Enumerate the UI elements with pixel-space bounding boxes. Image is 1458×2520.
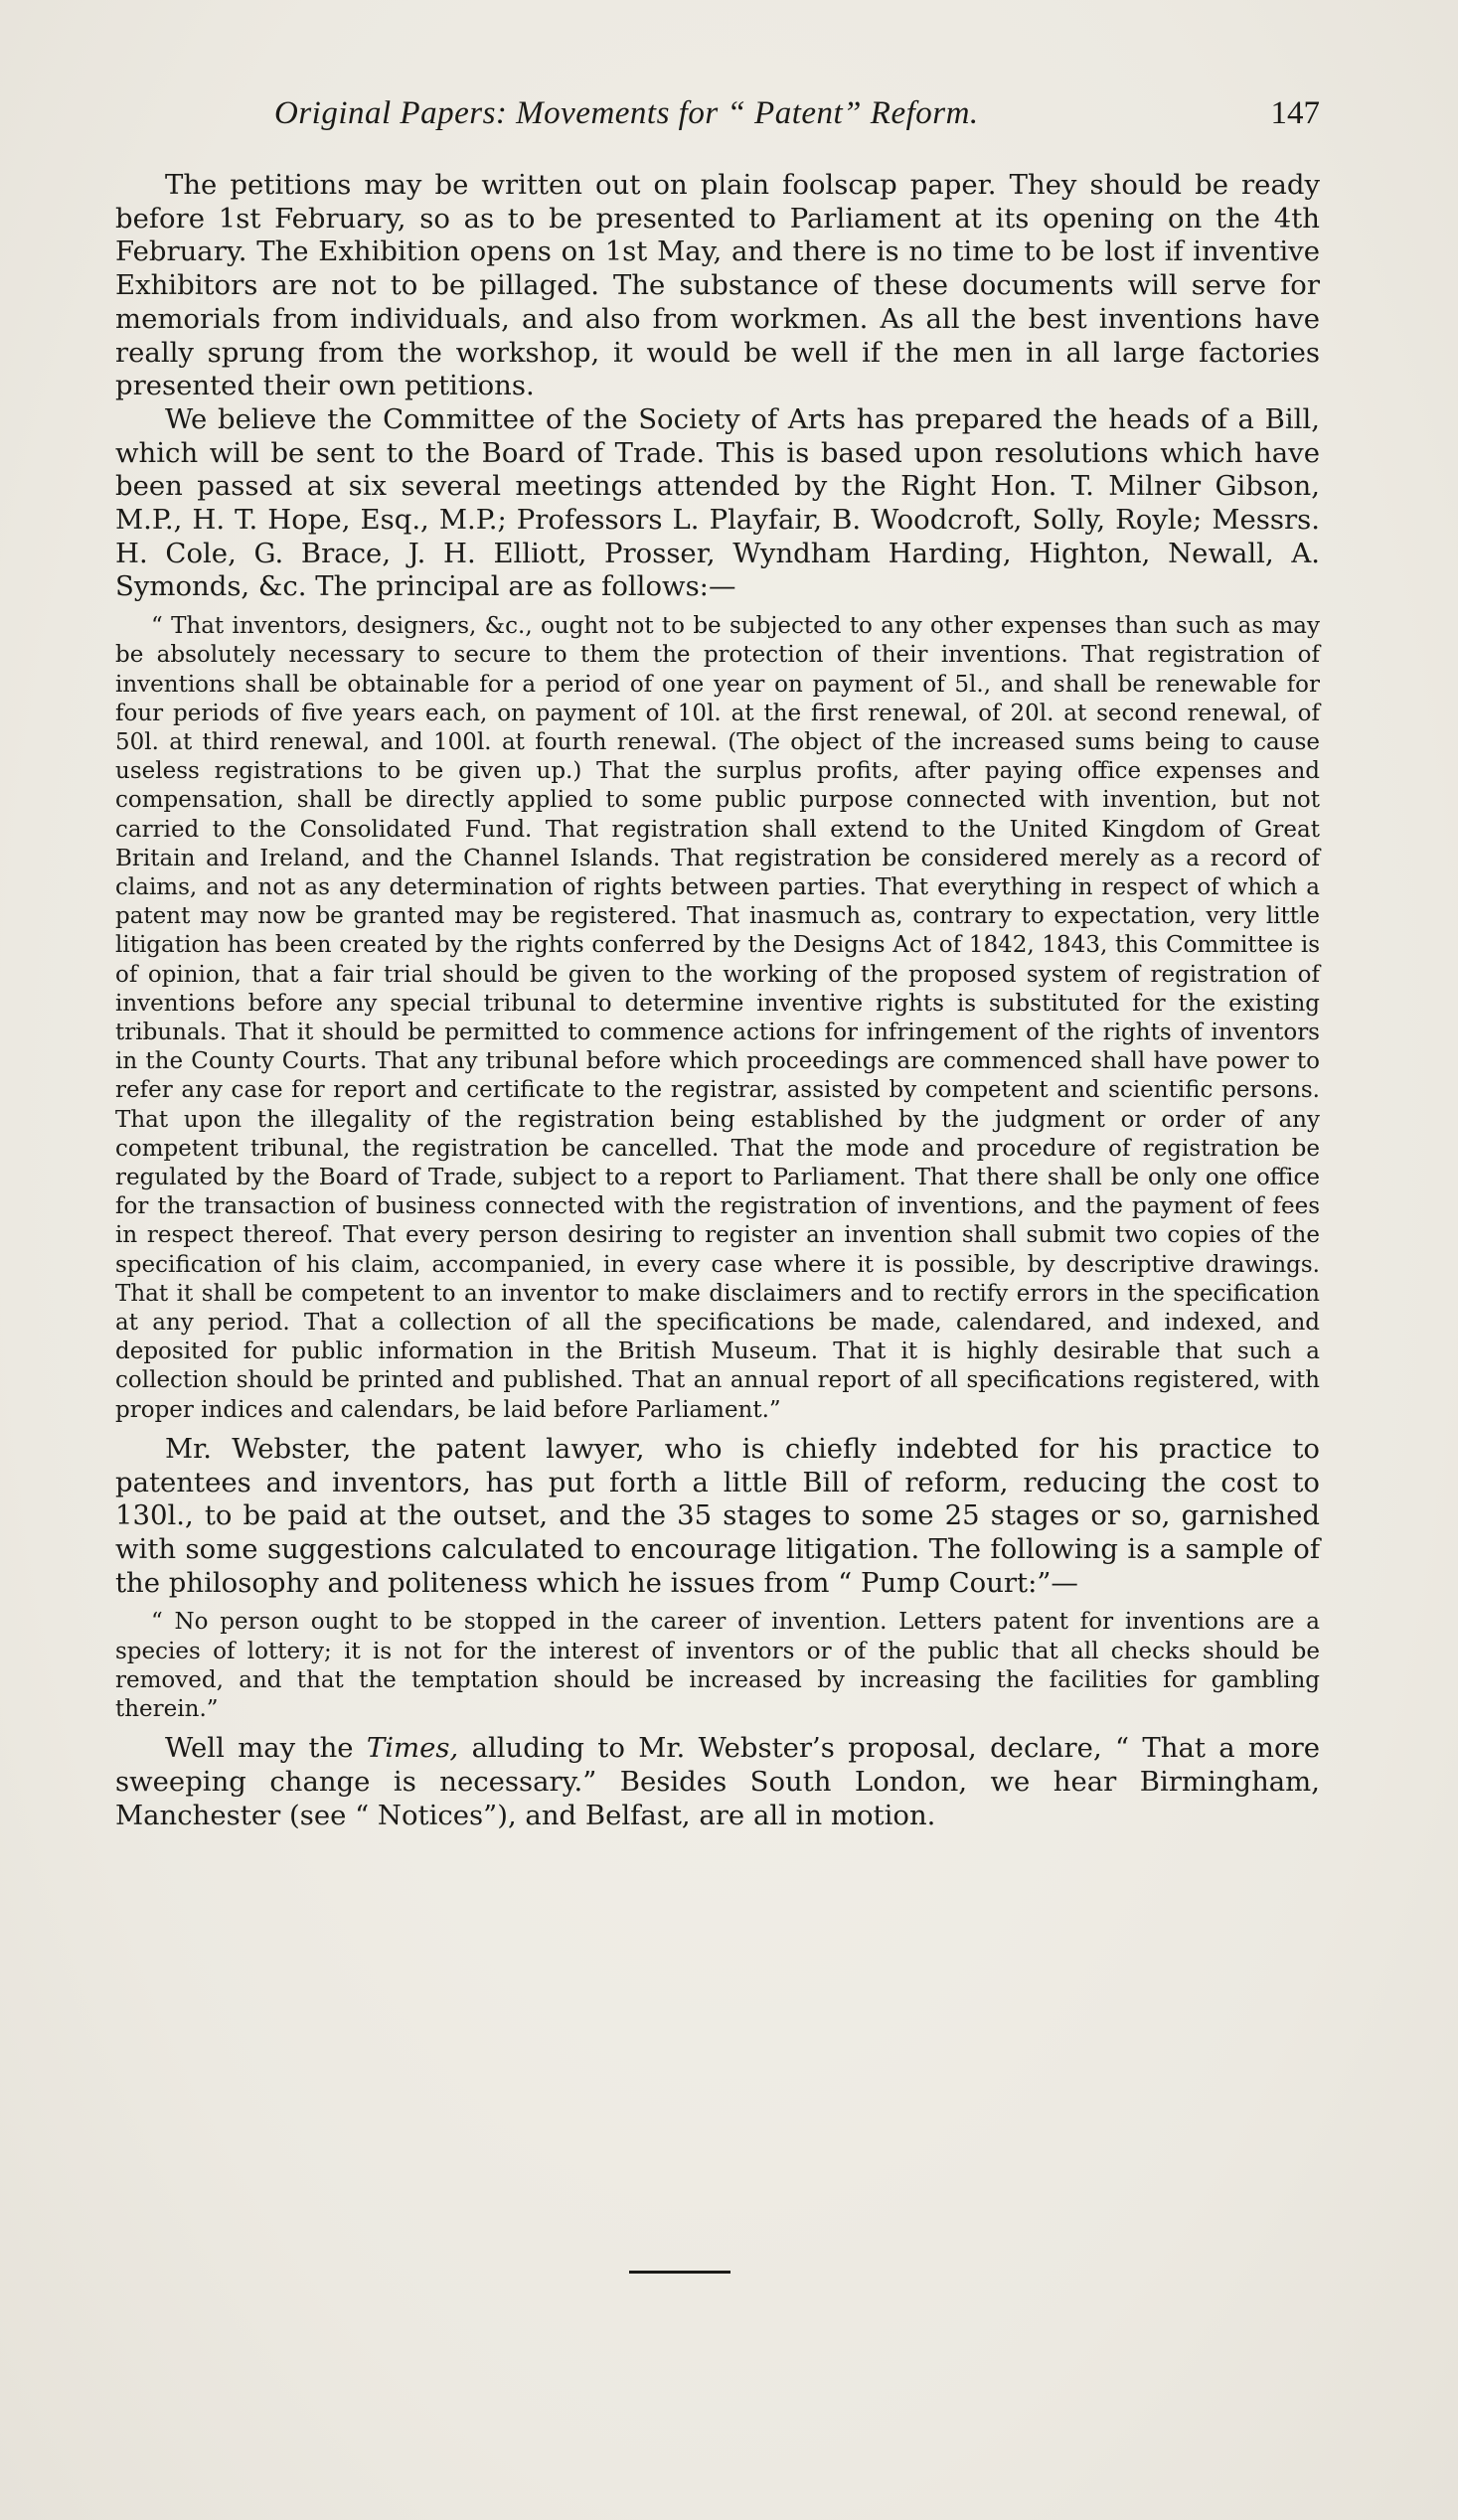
paragraph-mr-webster: Mr. Webster, the patent lawyer, who is chiefly indebted for his practice to patentees and inventors, has put forth a little Bill of reform, reducing the cost to 130l., to be paid at the outset, and the 35 stages to some 25 stages or so, garnished with some suggestions calculated to encourage litigation. The following is a sample of the philosophy and politeness which he issues from “ Pump Court:”— (115, 1432, 1320, 1599)
times-reference: Times, (366, 1732, 459, 1765)
page-header (115, 95, 1320, 145)
section-end-rule (629, 2271, 730, 2274)
page-number: 147 (1270, 95, 1320, 131)
conclusion-text-start: Well may the (165, 1732, 367, 1765)
paragraph-conclusion (115, 1732, 1320, 1832)
paragraph-petitions: The petitions may be written out on plain foolscap paper. They should be ready before 1st February, so as to be presented to Parliament at its opening on the 4th February. The Exhibition opens on 1st May, and there is no time to be lost if inventive Exhibitors are not to be pillaged. The substance of these documents will serve for memorials from individuals, and also from workmen. As all the best inventions have really sprung from the workshop, it would be well if the men in all large factories presented their own petitions. (115, 169, 1320, 402)
page-body (115, 169, 1320, 1832)
conclusion-text-end: alluding to Mr. Webster’s proposal, declare, “ That a more sweeping change is necessary.” Besides South London, we hear Birmingham, Manchester (see “ Notices”), and Belfast, are all in motion. (115, 1732, 1320, 1831)
paragraph-society-of-arts: We believe the Committee of the Society of Arts has prepared the heads of a Bill, which will be sent to the Board of Trade. This is based upon resolutions which have been passed at six several meetings attended by the Right Hon. T. Milner Gibson, M.P., H. T. Hope, Esq., M.P.; Professors L. Playfair, B. Woodcroft, Solly, Royle; Messrs. H. Cole, G. Brace, J. H. Elliott, Prosser, Wyndham Harding, Highton, Newall, A. Symonds, &c. The principal are as follows:— (115, 402, 1320, 603)
quoted-resolutions: “ That inventors, designers, &c., ought not to be subjected to any other expenses than such as may be absolutely necessary to secure to them the protection of their inventions. That registration of inventions shall be obtainable for a period of one year on payment of 5l., and shall be renewable for four periods of five years each, on payment of 10l. at the first renewal, of 20l. at second renewal, of 50l. at third renewal, and 100l. at fourth renewal. (The object of the increased sums being to cause useless registrations to be given up.) That the surplus profits, after paying office expenses and compensation, shall be directly applied to some public purpose connected with invention, but not carried to the Consolidated Fund. That registration shall extend to the United Kingdom of Great Britain and Ireland, and the Channel Islands. That registration be considered merely as a record of claims, and not as any determination of rights between parties. That everything in respect of which a patent may now be granted may be registered. That inasmuch as, contrary to expectation, very little litigation has been created by the rights conferred by the Designs Act of 1842, 1843, this Committee is of opinion, that a fair trial should be given to the working of the proposed system of registration of inventions before any special tribunal to determine inventive rights is substituted for the existing tribunals. That it should be permitted to commence actions for infringement of the rights of inventors in the County Courts. That any tribunal before which proceedings are commenced shall have power to refer any case for report and certificate to the registrar, assisted by competent and scientific persons. That upon the illegality of the registration being established by the judgment or order of any competent tribunal, the registration be cancelled. That the mode and procedure of registration be regulated by the Board of Trade, subject to a report to Parliament. That there shall be only one office for the transaction of business connected with the registration of inventions, and the payment of fees in respect thereof. That every person desiring to register an invention shall submit two copies of the specification of his claim, accompanied, in every case where it is possible, by descriptive drawings. That it shall be competent to an inventor to make disclaimers and to rectify errors in the specification at any period. That a collection of all the specifications be made, calendared, and indexed, and deposited for public information in the British Museum. That it is highly desirable that such a collection should be printed and published. That an annual report of all specifications registered, with proper indices and calendars, be laid before Parliament.” (115, 613, 1320, 1423)
running-title: Original Papers: Movements for “ Patent” Reform. (274, 95, 979, 131)
quoted-webster: “ No person ought to be stopped in the career of invention. Letters patent for inventions are a species of lottery; it is not for the interest of inventors or of the public that all checks should be removed, and that the temptation should be increased by increasing the facilities for gambling therein.” (115, 1609, 1320, 1722)
